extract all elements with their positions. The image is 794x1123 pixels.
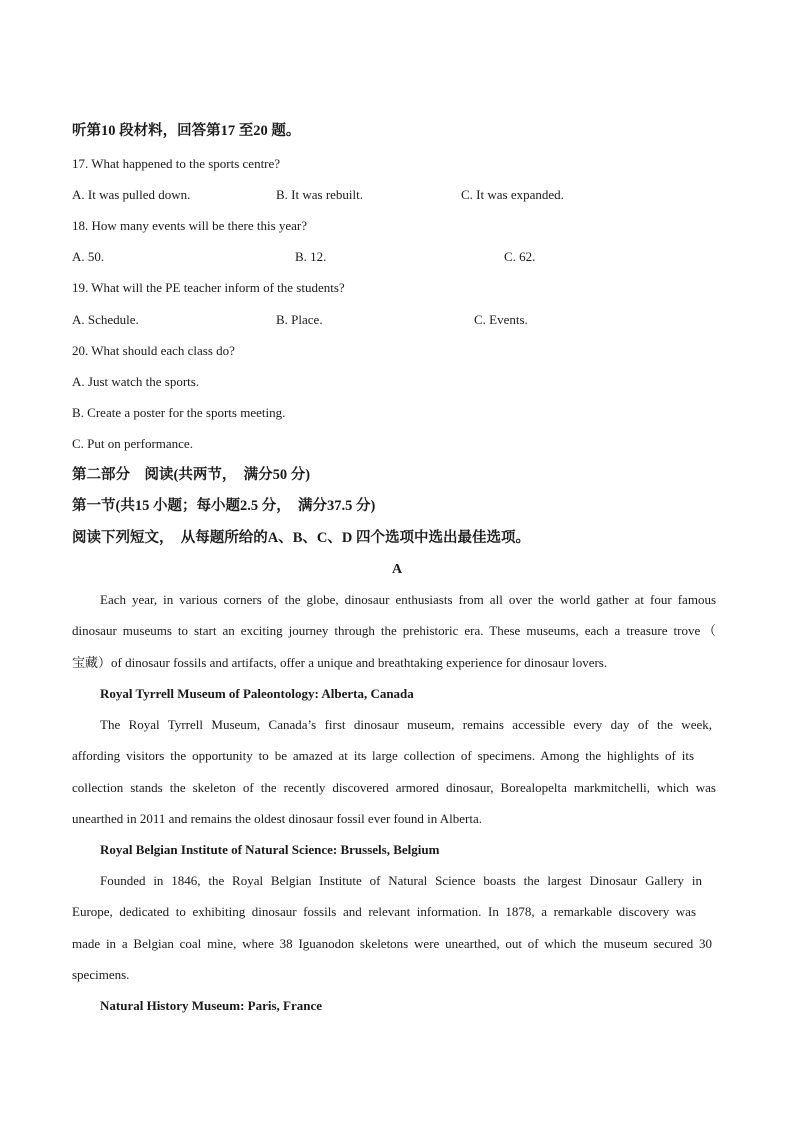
- part2-title: 第二部分 阅读(共两节， 满分50 分): [72, 467, 311, 483]
- question-20-option-a: A. Just watch the sports.: [72, 374, 200, 389]
- museum3-heading: Natural History Museum: Paris, France: [100, 998, 323, 1013]
- passage-label: A: [391, 562, 403, 577]
- question-17-option-c: C. It was expanded.: [461, 187, 564, 202]
- reading-instruction: 阅读下列短文， 从每题所给的A、B、C、D 四个选项中选出最佳选项。: [72, 530, 530, 546]
- question-18-option-a: A. 50.: [72, 249, 105, 264]
- question-19: 19. What will the PE teacher inform of the students?: [72, 280, 345, 295]
- question-18: 18. How many events will be there this year?: [72, 218, 308, 233]
- museum2-line-3: made in a Belgian coal mine, where 38 Iguanodon skeletons were unearthed, out of which the museum secured 30: [72, 936, 712, 951]
- question-17-option-a: A. It was pulled down.: [72, 187, 191, 202]
- section1-title: 第一节(共15 小题；每小题2.5 分， 满分37.5 分): [72, 498, 376, 514]
- museum1-line-3: collection stands the skeleton of the recently discovered armored dinosaur, Borealopelta markmitchelli, which was: [72, 780, 716, 795]
- intro-line-3: 宝藏）of dinosaur fossils and artifacts, offer a unique and breathtaking experience for dinosaur lovers.: [72, 655, 608, 670]
- question-20-option-c: C. Put on performance.: [72, 436, 193, 451]
- question-19-option-b: B. Place.: [276, 312, 323, 327]
- question-19-option-a: A. Schedule.: [72, 312, 139, 327]
- question-20-option-b: B. Create a poster for the sports meeting.: [72, 405, 286, 420]
- museum2-line-1: Founded in 1846, the Royal Belgian Institute of Natural Science boasts the largest Dinosaur Gallery in: [100, 873, 702, 888]
- museum2-heading: Royal Belgian Institute of Natural Science: Brussels, Belgium: [100, 842, 440, 857]
- intro-line-2: dinosaur museums to start an exciting journey through the prehistoric era. These museums, each a treasure trove（: [72, 623, 716, 638]
- question-18-option-c: C. 62.: [504, 249, 536, 264]
- museum2-line-2: Europe, dedicated to exhibiting dinosaur fossils and relevant information. In 1878, a remarkable discovery was: [72, 904, 696, 919]
- question-18-option-b: B. 12.: [295, 249, 327, 264]
- museum1-line-1: The Royal Tyrrell Museum, Canada’s first dinosaur museum, remains accessible every day of the week,: [100, 717, 712, 732]
- museum2-line-4: specimens.: [72, 967, 130, 982]
- intro-line-1: Each year, in various corners of the globe, dinosaur enthusiasts from all over the world gather at four famous: [100, 592, 716, 607]
- museum1-line-2: affording visitors the opportunity to be amazed at its large collection of specimens. Among the highlights of its: [72, 748, 694, 763]
- question-17: 17. What happened to the sports centre?: [72, 156, 281, 171]
- exam-page: [72, 0, 722, 1123]
- museum1-line-4: unearthed in 2011 and remains the oldest dinosaur fossil ever found in Alberta.: [72, 811, 483, 826]
- question-17-option-b: B. It was rebuilt.: [276, 187, 364, 202]
- question-19-option-c: C. Events.: [474, 312, 528, 327]
- question-20: 20. What should each class do?: [72, 343, 235, 358]
- museum1-heading: Royal Tyrrell Museum of Paleontology: Alberta, Canada: [100, 686, 414, 701]
- listening-section-header: 听第10 段材料，回答第17 至20 题。: [72, 123, 301, 139]
